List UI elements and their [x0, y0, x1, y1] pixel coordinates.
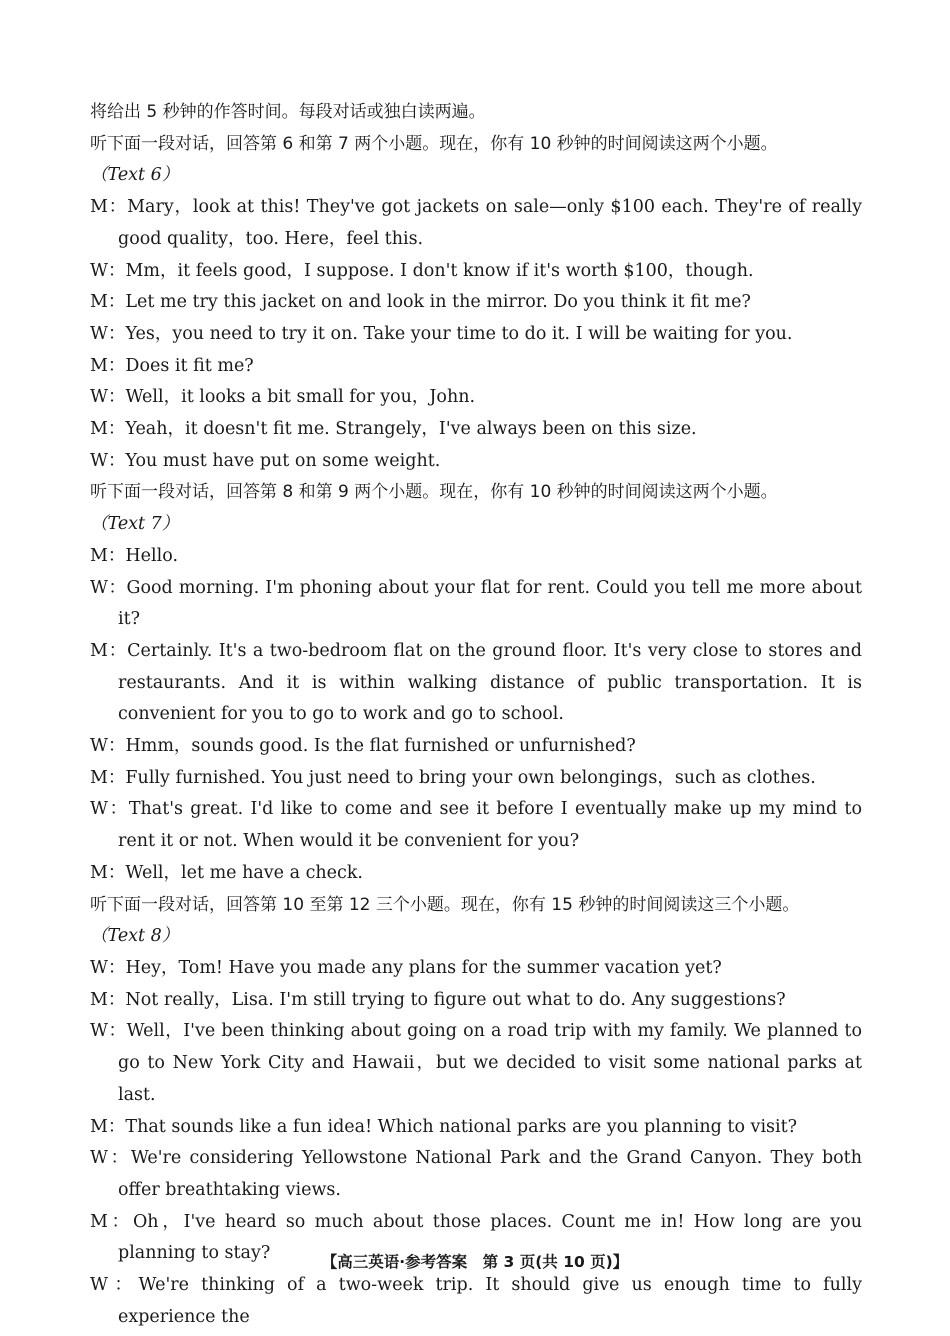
text-label: （Text 8）: [90, 926, 180, 947]
dialogue-turn: W：You must have put on some weight.: [90, 450, 441, 471]
dialogue-turn: M：Does it fit me?: [90, 355, 254, 376]
dialogue-turn: M：Let me try this jacket on and look in the mirror. Do you think it fit me?: [90, 292, 751, 313]
dialogue-turn: W：Well，it looks a bit small for you，John.: [90, 387, 476, 408]
dialogue-turn: M：Well，let me have a check.: [90, 862, 363, 883]
dialogue-turn: W：We're considering Yellowstone National Park and the Grand Canyon. They both offer breathtaking views.: [90, 1148, 862, 1200]
instruction-line: 听下面一段对话，回答第 6 和第 7 两个小题。现在，你有 10 秒钟的时间阅读这两个小题。: [90, 133, 778, 154]
dialogue-turn: M：Mary，look at this! They've got jackets on sale—only $100 each. They're of really good quality，too. Here，feel this.: [90, 197, 862, 249]
dialogue-turn: M：Yeah，it doesn't fit me. Strangely，I've always been on this size.: [90, 419, 697, 440]
dialogue-turn: M：Certainly. It's a two-bedroom flat on the ground floor. It's very close to stores and restaurants. And it is within walking distance of public transportation. It is convenient for you to go to work and go to school.: [90, 640, 862, 725]
dialogue-turn: W：Hey，Tom! Have you made any plans for the summer vacation yet?: [90, 957, 722, 978]
dialogue-turn: M：Not really，Lisa. I'm still trying to figure out what to do. Any suggestions?: [90, 989, 786, 1010]
dialogue-turn: W：Yes，you need to try it on. Take your time to do it. I will be waiting for you.: [90, 323, 793, 344]
instruction-line: 听下面一段对话，回答第 8 和第 9 两个小题。现在，你有 10 秒钟的时间阅读这两个小题。: [90, 482, 778, 503]
dialogue-turn: W：That's great. I'd like to come and see it before I eventually make up my mind to rent it or not. When would it be convenient for you?: [90, 799, 862, 852]
dialogue-turn: M：Fully furnished. You just need to bring your own belongings，such as clothes.: [90, 767, 816, 788]
transcript-body: [90, 97, 862, 1333]
dialogue-turn: W：Mm，it feels good，I suppose. I don't know if it's worth $100，though.: [90, 260, 754, 281]
text-label: （Text 6）: [90, 165, 180, 186]
text-label: （Text 7）: [90, 514, 180, 535]
dialogue-turn: W：Hmm，sounds good. Is the flat furnished or unfurnished?: [90, 736, 636, 757]
dialogue-turn: W：Good morning. I'm phoning about your flat for rent. Could you tell me more about it?: [90, 577, 862, 630]
dialogue-turn: W：We're thinking of a two-week trip. It should give us enough time to fully experience the: [90, 1275, 862, 1327]
dialogue-turn: M：Hello.: [90, 545, 179, 566]
dialogue-turn: W：Well，I've been thinking about going on a road trip with my family. We planned to go to New York City and Hawaii，but we decided to visit some national parks at last.: [90, 1021, 862, 1105]
instruction-line: 将给出 5 秒钟的作答时间。每段对话或独白读两遍。: [90, 102, 486, 122]
dialogue-turn: M：Oh，I've heard so much about those places. Count me in! How long are you planning to stay?: [90, 1211, 862, 1264]
instruction-line: 听下面一段对话，回答第 10 至第 12 三个小题。现在，你有 15 秒钟的时间阅读这三个小题。: [90, 894, 800, 915]
page-footer: 【高三英语·参考答案 第 3 页(共 10 页)】: [321, 1253, 629, 1271]
dialogue-turn: M：That sounds like a fun idea! Which national parks are you planning to visit?: [90, 1116, 798, 1137]
